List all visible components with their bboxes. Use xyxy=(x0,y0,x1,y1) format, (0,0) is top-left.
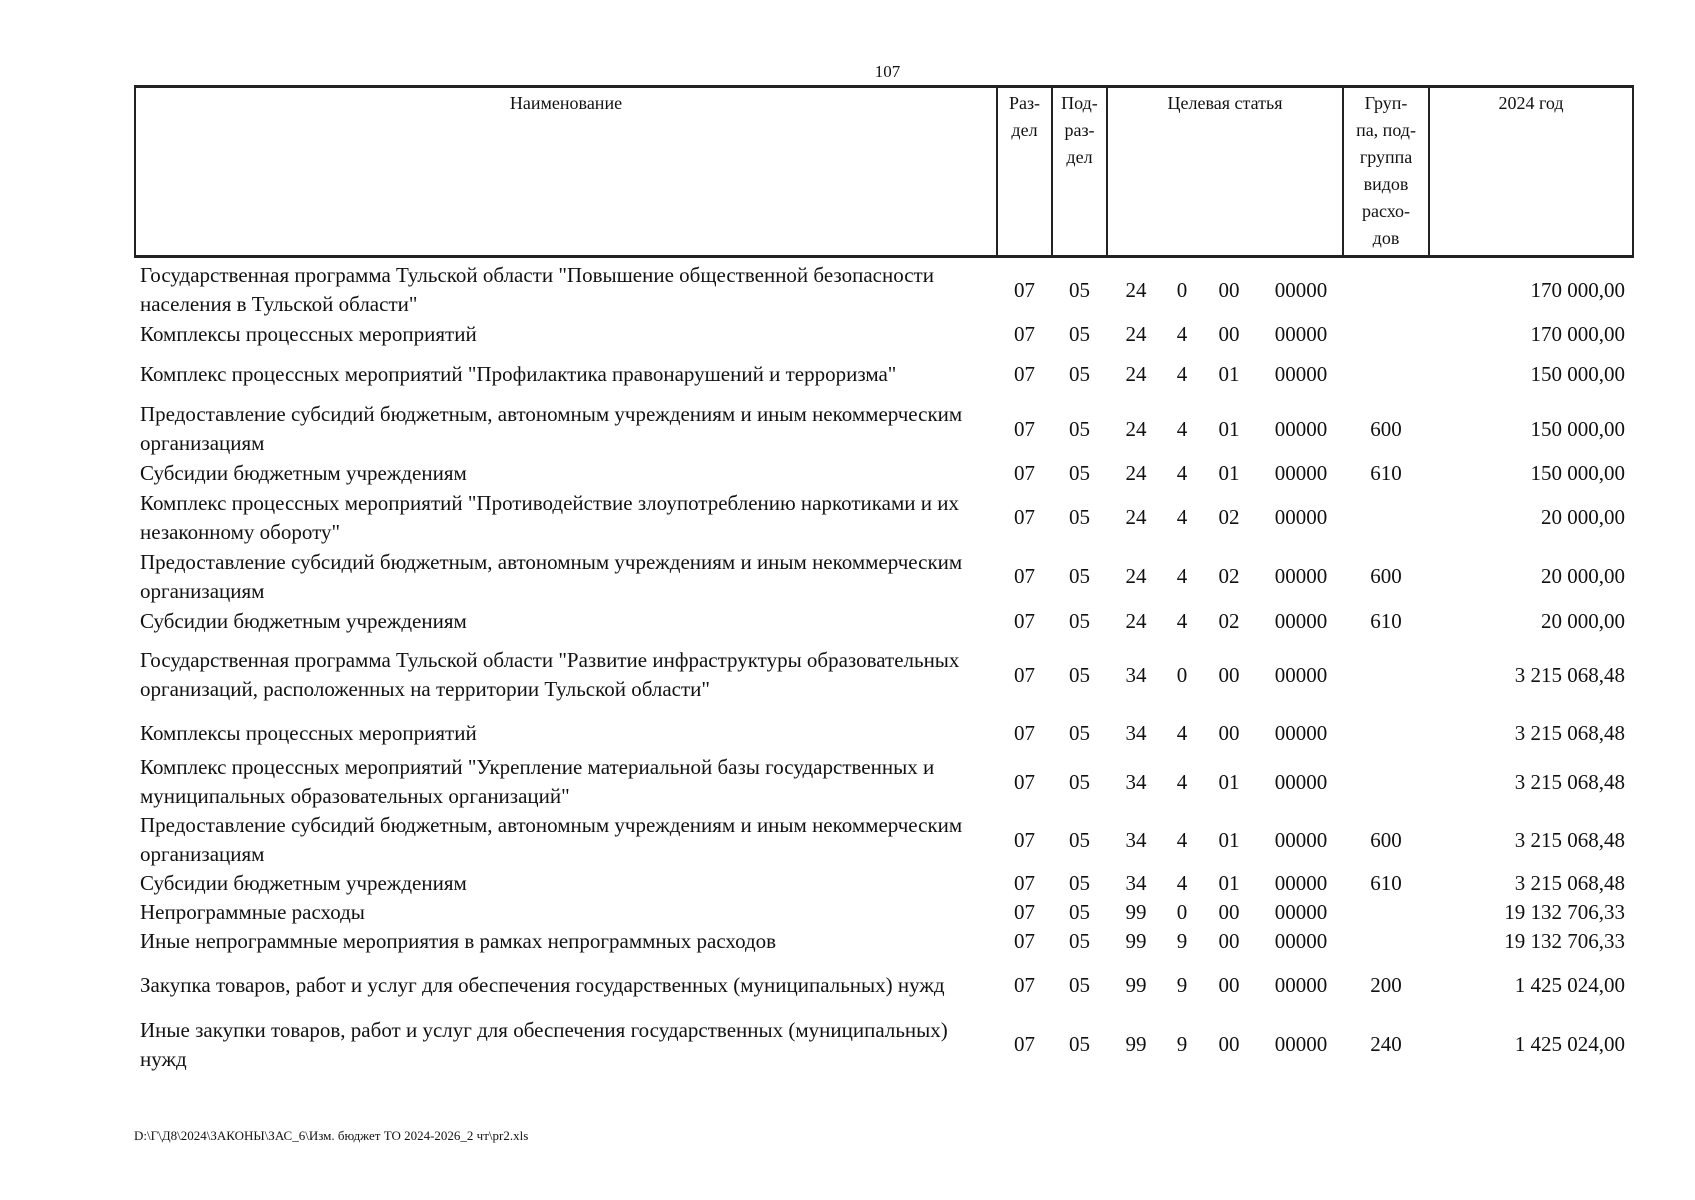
row-amount: 19 132 706,33 xyxy=(1504,929,1626,953)
row-expense-group: 240 xyxy=(1370,1032,1402,1056)
row-razdel: 07 xyxy=(1014,361,1035,386)
row-amount: 170 000,00 xyxy=(1530,321,1626,346)
row-target-program: 34 xyxy=(1125,827,1147,852)
row-target-program: 34 xyxy=(1125,720,1147,745)
table-row xyxy=(135,399,1633,459)
row-podrazdel: 05 xyxy=(1069,416,1090,441)
row-target-code: 00000 xyxy=(1274,361,1328,386)
row-expense-group xyxy=(1343,753,1429,811)
row-razdel: 07 xyxy=(1014,871,1035,895)
row-target-code: 00000 xyxy=(1274,720,1328,745)
row-podrazdel: 05 xyxy=(1069,321,1090,346)
row-razdel: 07 xyxy=(1014,929,1035,953)
table-row xyxy=(135,459,1633,488)
row-target-code: 00000 xyxy=(1274,769,1328,794)
row-name: Иные закупки товаров, работ и услуг для обеспечения государственных (муниципальных) нужд xyxy=(140,1017,948,1071)
row-amount: 150 000,00 xyxy=(1530,416,1626,441)
row-target-program: 24 xyxy=(1125,361,1147,386)
row-expense-group xyxy=(1343,898,1429,927)
row-podrazdel: 05 xyxy=(1069,505,1090,529)
table-header xyxy=(135,87,1633,257)
row-target-program: 24 xyxy=(1125,505,1147,529)
row-name: Иные непрограммные мероприятия в рамках непрограммных расходов xyxy=(140,929,777,953)
row-target-direction: 00 xyxy=(1218,720,1240,745)
row-razdel: 07 xyxy=(1014,662,1035,687)
row-podrazdel: 05 xyxy=(1069,720,1090,745)
row-name: Комплекс процессных мероприятий "Профилактика правонарушений и терроризма" xyxy=(140,361,897,386)
row-target-program: 24 xyxy=(1125,609,1147,633)
row-target-type: 9 xyxy=(1176,1032,1188,1056)
row-target-type: 4 xyxy=(1176,769,1188,794)
row-razdel: 07 xyxy=(1014,1032,1035,1056)
footer-file-path: D:\Г\Д8\2024\ЗАКОНЫ\ЗАС_6\Изм. бюджет ТО 2024-2026_2 чт\pr2.xls xyxy=(134,1128,529,1143)
row-target-direction: 00 xyxy=(1218,973,1240,997)
row-target-direction: 01 xyxy=(1218,416,1240,441)
row-target-type: 4 xyxy=(1176,564,1188,588)
row-target-code: 00000 xyxy=(1274,1032,1328,1056)
row-target-code: 00000 xyxy=(1274,662,1328,687)
row-target-type: 9 xyxy=(1176,973,1188,997)
page-number: 107 xyxy=(874,62,901,81)
header-podrazdel-line: раз- xyxy=(1064,120,1095,140)
table-row xyxy=(135,257,1633,320)
header-vid xyxy=(1343,87,1429,257)
row-target-code: 00000 xyxy=(1274,564,1328,588)
row-amount: 3 215 068,48 xyxy=(1514,769,1626,794)
row-target-direction: 01 xyxy=(1218,871,1240,895)
row-target-program: 99 xyxy=(1125,973,1147,997)
table-row xyxy=(135,319,1633,349)
row-name: Субсидии бюджетным учреждениям xyxy=(140,609,467,633)
row-target-type: 4 xyxy=(1176,321,1188,346)
header-razdel xyxy=(997,87,1052,257)
table-row xyxy=(135,488,1633,547)
row-name: Предоставление субсидий бюджетным, автономным учреждениям и иным некоммерческим организациям xyxy=(140,402,963,455)
header-vid-line: па, под- xyxy=(1356,120,1416,140)
header-vid-line: группа xyxy=(1359,147,1413,167)
row-target-type: 0 xyxy=(1176,277,1188,302)
table-body xyxy=(135,257,1633,1075)
table-row xyxy=(135,1015,1633,1074)
header-vid-line: Груп- xyxy=(1364,93,1408,113)
row-name: Субсидии бюджетным учреждениям xyxy=(140,461,467,485)
row-target-direction: 00 xyxy=(1218,929,1240,953)
row-target-code: 00000 xyxy=(1274,929,1328,953)
row-razdel: 07 xyxy=(1014,973,1035,997)
row-target-direction: 01 xyxy=(1218,361,1240,386)
row-target-code: 00000 xyxy=(1274,900,1328,924)
table-row xyxy=(135,547,1633,606)
row-target-program: 99 xyxy=(1125,1032,1147,1056)
row-razdel: 07 xyxy=(1014,827,1035,852)
row-expense-group xyxy=(1343,637,1429,713)
row-target-type: 4 xyxy=(1176,609,1188,633)
row-expense-group: 600 xyxy=(1370,564,1402,588)
row-razdel: 07 xyxy=(1014,609,1035,633)
row-razdel: 07 xyxy=(1014,416,1035,441)
table-row xyxy=(135,898,1633,927)
row-target-program: 24 xyxy=(1125,277,1147,302)
row-expense-group: 610 xyxy=(1370,461,1402,485)
row-name: Предоставление субсидий бюджетным, автономным учреждениям и иным некоммерческим организациям xyxy=(140,549,963,603)
row-amount: 1 425 024,00 xyxy=(1514,1032,1626,1056)
row-target-code: 00000 xyxy=(1274,973,1328,997)
row-target-code: 00000 xyxy=(1274,609,1328,633)
row-amount: 19 132 706,33 xyxy=(1504,900,1626,924)
table-row xyxy=(135,606,1633,637)
row-expense-group xyxy=(1343,488,1429,547)
table-row xyxy=(135,637,1633,713)
header-year: 2024 год xyxy=(1429,87,1633,257)
row-target-program: 24 xyxy=(1125,321,1147,346)
row-target-program: 99 xyxy=(1125,900,1147,924)
row-name: Непрограммные расходы xyxy=(140,900,365,924)
row-name: Государственная программа Тульской области "Повышение общественной безопасности населения в Тульской области" xyxy=(140,263,934,316)
row-expense-group: 610 xyxy=(1370,871,1402,895)
row-name: Предоставление субсидий бюджетным, автономным учреждениям и иным некоммерческим организациям xyxy=(140,813,963,866)
row-target-direction: 01 xyxy=(1218,769,1240,794)
row-target-program: 34 xyxy=(1125,769,1147,794)
row-target-program: 99 xyxy=(1125,929,1147,953)
row-amount: 150 000,00 xyxy=(1530,461,1626,485)
row-target-direction: 00 xyxy=(1218,662,1240,687)
row-expense-group xyxy=(1343,713,1429,753)
row-podrazdel: 05 xyxy=(1069,900,1090,924)
row-razdel: 07 xyxy=(1014,505,1035,529)
row-amount: 1 425 024,00 xyxy=(1514,973,1626,997)
header-podrazdel xyxy=(1052,87,1107,257)
row-podrazdel: 05 xyxy=(1069,662,1090,687)
row-target-type: 9 xyxy=(1176,929,1188,953)
row-target-type: 4 xyxy=(1176,720,1188,745)
row-podrazdel: 05 xyxy=(1069,827,1090,852)
budget-table xyxy=(134,85,1634,1074)
row-razdel: 07 xyxy=(1014,720,1035,745)
row-razdel: 07 xyxy=(1014,277,1035,302)
row-target-direction: 00 xyxy=(1218,1032,1240,1056)
row-podrazdel: 05 xyxy=(1069,564,1090,588)
row-target-type: 4 xyxy=(1176,461,1188,485)
row-target-direction: 02 xyxy=(1218,505,1240,529)
row-name: Государственная программа Тульской области "Развитие инфраструктуры образовательных организаций, расположенных на территории Тульской области" xyxy=(140,648,960,701)
row-amount: 20 000,00 xyxy=(1541,609,1626,633)
header-podrazdel-line: дел xyxy=(1066,147,1093,167)
row-expense-group: 200 xyxy=(1370,973,1402,997)
row-expense-group xyxy=(1343,349,1429,399)
row-target-direction: 01 xyxy=(1218,461,1240,485)
row-podrazdel: 05 xyxy=(1069,1032,1090,1056)
row-target-program: 34 xyxy=(1125,662,1147,687)
row-expense-group xyxy=(1343,257,1429,320)
row-podrazdel: 05 xyxy=(1069,973,1090,997)
row-podrazdel: 05 xyxy=(1069,609,1090,633)
header-podrazdel-line: Под- xyxy=(1061,93,1098,113)
row-target-type: 0 xyxy=(1176,900,1188,924)
row-name: Субсидии бюджетным учреждениям xyxy=(140,871,467,895)
row-target-direction: 00 xyxy=(1218,277,1240,302)
row-expense-group: 610 xyxy=(1370,609,1402,633)
row-name: Комплексы процессных мероприятий xyxy=(140,321,477,346)
table-row xyxy=(135,869,1633,898)
row-name: Комплексы процессных мероприятий xyxy=(140,720,477,745)
row-amount: 150 000,00 xyxy=(1530,361,1626,386)
row-podrazdel: 05 xyxy=(1069,361,1090,386)
row-razdel: 07 xyxy=(1014,564,1035,588)
header-vid-line: дов xyxy=(1372,228,1400,248)
row-target-type: 4 xyxy=(1176,361,1188,386)
row-razdel: 07 xyxy=(1014,461,1035,485)
row-target-program: 24 xyxy=(1125,416,1147,441)
row-expense-group: 600 xyxy=(1370,827,1402,852)
row-target-type: 4 xyxy=(1176,871,1188,895)
row-target-type: 0 xyxy=(1176,662,1188,687)
header-target: Целевая статья xyxy=(1107,87,1343,257)
row-amount: 3 215 068,48 xyxy=(1514,827,1626,852)
row-razdel: 07 xyxy=(1014,900,1035,924)
table-row xyxy=(135,956,1633,1015)
row-name: Комплекс процессных мероприятий "Противодействие злоупотреблению наркотиками и их незаконному обороту" xyxy=(140,490,959,544)
table-row xyxy=(135,753,1633,811)
row-target-type: 4 xyxy=(1176,827,1188,852)
row-podrazdel: 05 xyxy=(1069,277,1090,302)
row-expense-group xyxy=(1343,927,1429,956)
header-vid-line: расхо- xyxy=(1361,201,1411,221)
row-razdel: 07 xyxy=(1014,769,1035,794)
row-target-code: 00000 xyxy=(1274,505,1328,529)
table-row xyxy=(135,713,1633,753)
row-amount: 3 215 068,48 xyxy=(1514,662,1626,687)
row-target-direction: 00 xyxy=(1218,321,1240,346)
row-target-program: 34 xyxy=(1125,871,1147,895)
row-amount: 20 000,00 xyxy=(1541,564,1626,588)
row-target-code: 00000 xyxy=(1274,461,1328,485)
row-podrazdel: 05 xyxy=(1069,461,1090,485)
row-target-code: 00000 xyxy=(1274,321,1328,346)
header-razdel-line: Раз- xyxy=(1008,93,1041,113)
table-row xyxy=(135,927,1633,956)
row-target-direction: 02 xyxy=(1218,609,1240,633)
header-name: Наименование xyxy=(135,87,997,257)
table-row xyxy=(135,811,1633,869)
row-amount: 3 215 068,48 xyxy=(1514,720,1626,745)
row-target-program: 24 xyxy=(1125,461,1147,485)
row-podrazdel: 05 xyxy=(1069,871,1090,895)
row-target-direction: 02 xyxy=(1218,564,1240,588)
row-expense-group: 600 xyxy=(1370,416,1402,441)
row-target-direction: 00 xyxy=(1218,900,1240,924)
row-expense-group xyxy=(1343,319,1429,349)
row-target-code: 00000 xyxy=(1274,277,1328,302)
row-target-code: 00000 xyxy=(1274,871,1328,895)
row-target-direction: 01 xyxy=(1218,827,1240,852)
header-razdel-line: дел xyxy=(1011,120,1038,140)
row-target-code: 00000 xyxy=(1274,416,1328,441)
header-vid-line: видов xyxy=(1363,174,1409,194)
row-target-code: 00000 xyxy=(1274,827,1328,852)
row-name: Закупка товаров, работ и услуг для обеспечения государственных (муниципальных) нужд xyxy=(140,973,945,997)
row-podrazdel: 05 xyxy=(1069,769,1090,794)
row-target-type: 4 xyxy=(1176,505,1188,529)
row-amount: 170 000,00 xyxy=(1530,277,1626,302)
row-razdel: 07 xyxy=(1014,321,1035,346)
row-amount: 3 215 068,48 xyxy=(1514,871,1626,895)
row-amount: 20 000,00 xyxy=(1541,505,1626,529)
row-target-program: 24 xyxy=(1125,564,1147,588)
row-name: Комплекс процессных мероприятий "Укрепление материальной базы государственных и муниципальных образовательных организаций" xyxy=(140,755,935,808)
row-podrazdel: 05 xyxy=(1069,929,1090,953)
table-row xyxy=(135,349,1633,399)
row-target-type: 4 xyxy=(1176,416,1188,441)
